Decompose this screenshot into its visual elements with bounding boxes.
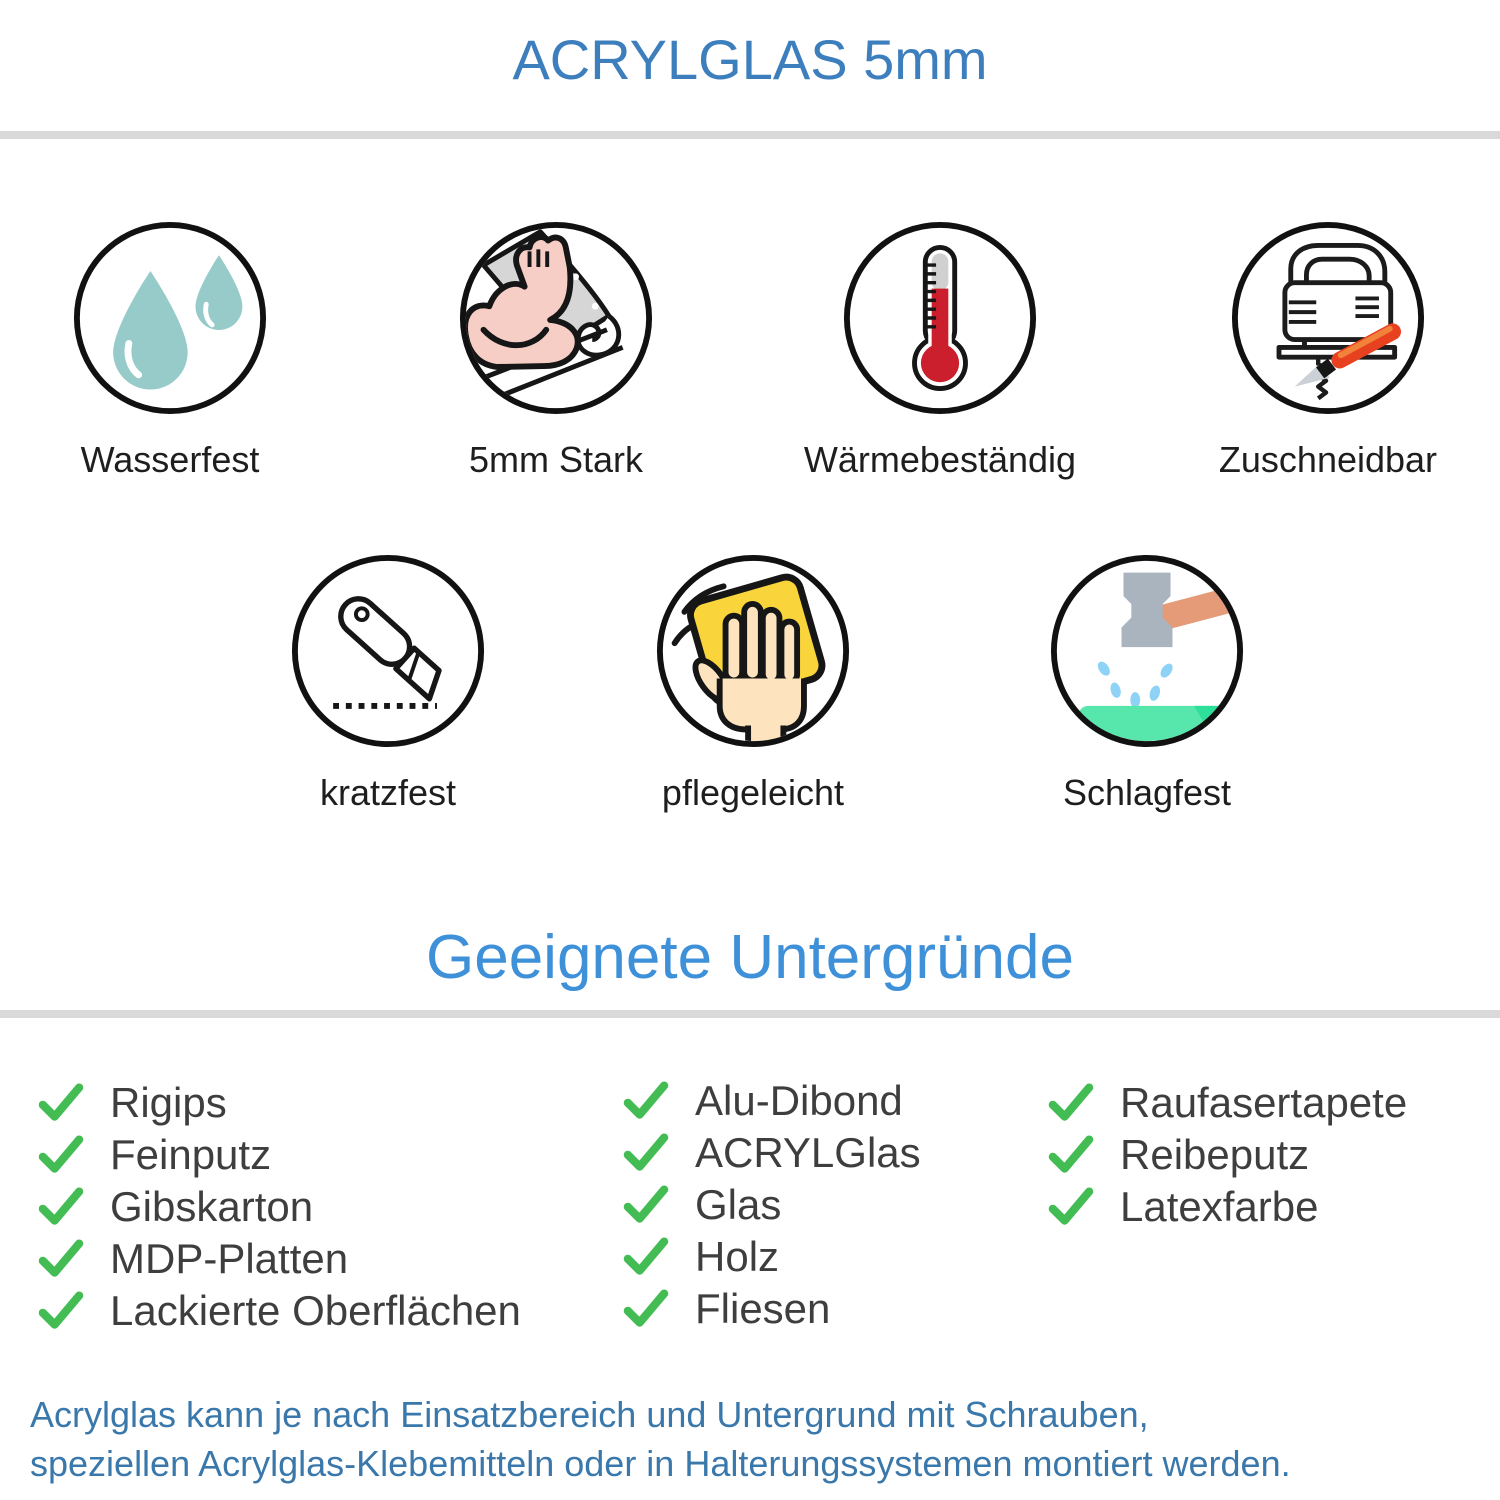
list-item bbox=[38, 1077, 521, 1129]
water-drops-icon bbox=[72, 220, 268, 416]
list-item bbox=[623, 1231, 921, 1283]
check-icon bbox=[1048, 1135, 1094, 1175]
feature-zuschneidbar bbox=[1158, 220, 1498, 480]
hammer-icon bbox=[1049, 553, 1245, 749]
list-item bbox=[38, 1233, 521, 1285]
substrate-column-3 bbox=[1048, 1077, 1407, 1233]
check-icon bbox=[623, 1185, 669, 1225]
check-icon bbox=[623, 1081, 669, 1121]
divider bbox=[0, 1010, 1500, 1018]
check-icon bbox=[38, 1239, 84, 1279]
check-icon bbox=[623, 1289, 669, 1329]
feature-pflegeleicht bbox=[583, 553, 923, 813]
muscle-arm-icon bbox=[458, 220, 654, 416]
substrate-label: Latexfarbe bbox=[1120, 1183, 1319, 1230]
feature-label: Schlagfest bbox=[1062, 772, 1232, 813]
substrate-label: Lackierte Oberflächen bbox=[110, 1287, 521, 1334]
check-icon bbox=[623, 1133, 669, 1173]
page-title: ACRYLGLAS 5mm bbox=[512, 28, 988, 91]
substrate-column-1 bbox=[38, 1077, 521, 1337]
feature-label: Wasserfest bbox=[80, 439, 260, 480]
thermometer-icon bbox=[842, 220, 1038, 416]
list-item bbox=[623, 1075, 921, 1127]
footer-line-1: Acrylglas kann je nach Einsatzbereich und Untergrund mit Schrauben, bbox=[30, 1394, 1149, 1435]
footer-note bbox=[30, 1390, 1490, 1488]
list-item bbox=[623, 1283, 921, 1335]
utility-knife-icon bbox=[290, 553, 486, 749]
list-item bbox=[1048, 1129, 1407, 1181]
feature-label: 5mm Stark bbox=[468, 439, 644, 480]
list-item bbox=[1048, 1077, 1407, 1129]
section-heading: Geeignete Untergründe bbox=[425, 923, 1074, 992]
feature-schlagfest bbox=[977, 553, 1317, 813]
list-item bbox=[38, 1285, 521, 1337]
substrate-label: MDP-Platten bbox=[110, 1235, 349, 1282]
substrate-label: Holz bbox=[695, 1233, 780, 1280]
check-icon bbox=[38, 1291, 84, 1331]
substrate-label: Feinputz bbox=[110, 1131, 272, 1178]
check-icon bbox=[38, 1135, 84, 1175]
substrate-label: Alu-Dibond bbox=[695, 1077, 903, 1124]
check-icon bbox=[1048, 1083, 1094, 1123]
list-item bbox=[38, 1129, 521, 1181]
jigsaw-icon bbox=[1230, 220, 1426, 416]
check-icon bbox=[38, 1187, 84, 1227]
divider bbox=[0, 131, 1500, 139]
list-item bbox=[1048, 1181, 1407, 1233]
feature-5mm-stark bbox=[386, 220, 726, 480]
check-icon bbox=[38, 1083, 84, 1123]
feature-waermebestaendig bbox=[770, 220, 1110, 480]
feature-label: Wärmebeständig bbox=[803, 439, 1077, 480]
feature-wasserfest bbox=[0, 220, 340, 480]
feature-label: Zuschneidbar bbox=[1218, 439, 1438, 480]
footer-line-2: speziellen Acrylglas-Klebemitteln oder in Halterungssystemen montiert werden. bbox=[30, 1443, 1291, 1484]
check-icon bbox=[1048, 1187, 1094, 1227]
substrate-label: Glas bbox=[695, 1181, 782, 1228]
check-icon bbox=[623, 1237, 669, 1277]
list-item bbox=[623, 1127, 921, 1179]
substrate-column-2 bbox=[623, 1075, 921, 1335]
substrate-label: Reibeputz bbox=[1120, 1131, 1310, 1178]
substrate-label: Gibskarton bbox=[110, 1183, 314, 1230]
feature-label: kratzfest bbox=[319, 772, 457, 813]
feature-label: pflegeleicht bbox=[661, 772, 845, 813]
substrate-label: Raufasertapete bbox=[1120, 1079, 1408, 1126]
substrate-label: ACRYLGlas bbox=[695, 1129, 921, 1176]
substrate-label: Fliesen bbox=[695, 1285, 831, 1332]
list-item bbox=[623, 1179, 921, 1231]
cleaning-hand-icon bbox=[655, 553, 851, 749]
substrate-label: Rigips bbox=[110, 1079, 227, 1126]
feature-kratzfest bbox=[218, 553, 558, 813]
list-item bbox=[38, 1181, 521, 1233]
